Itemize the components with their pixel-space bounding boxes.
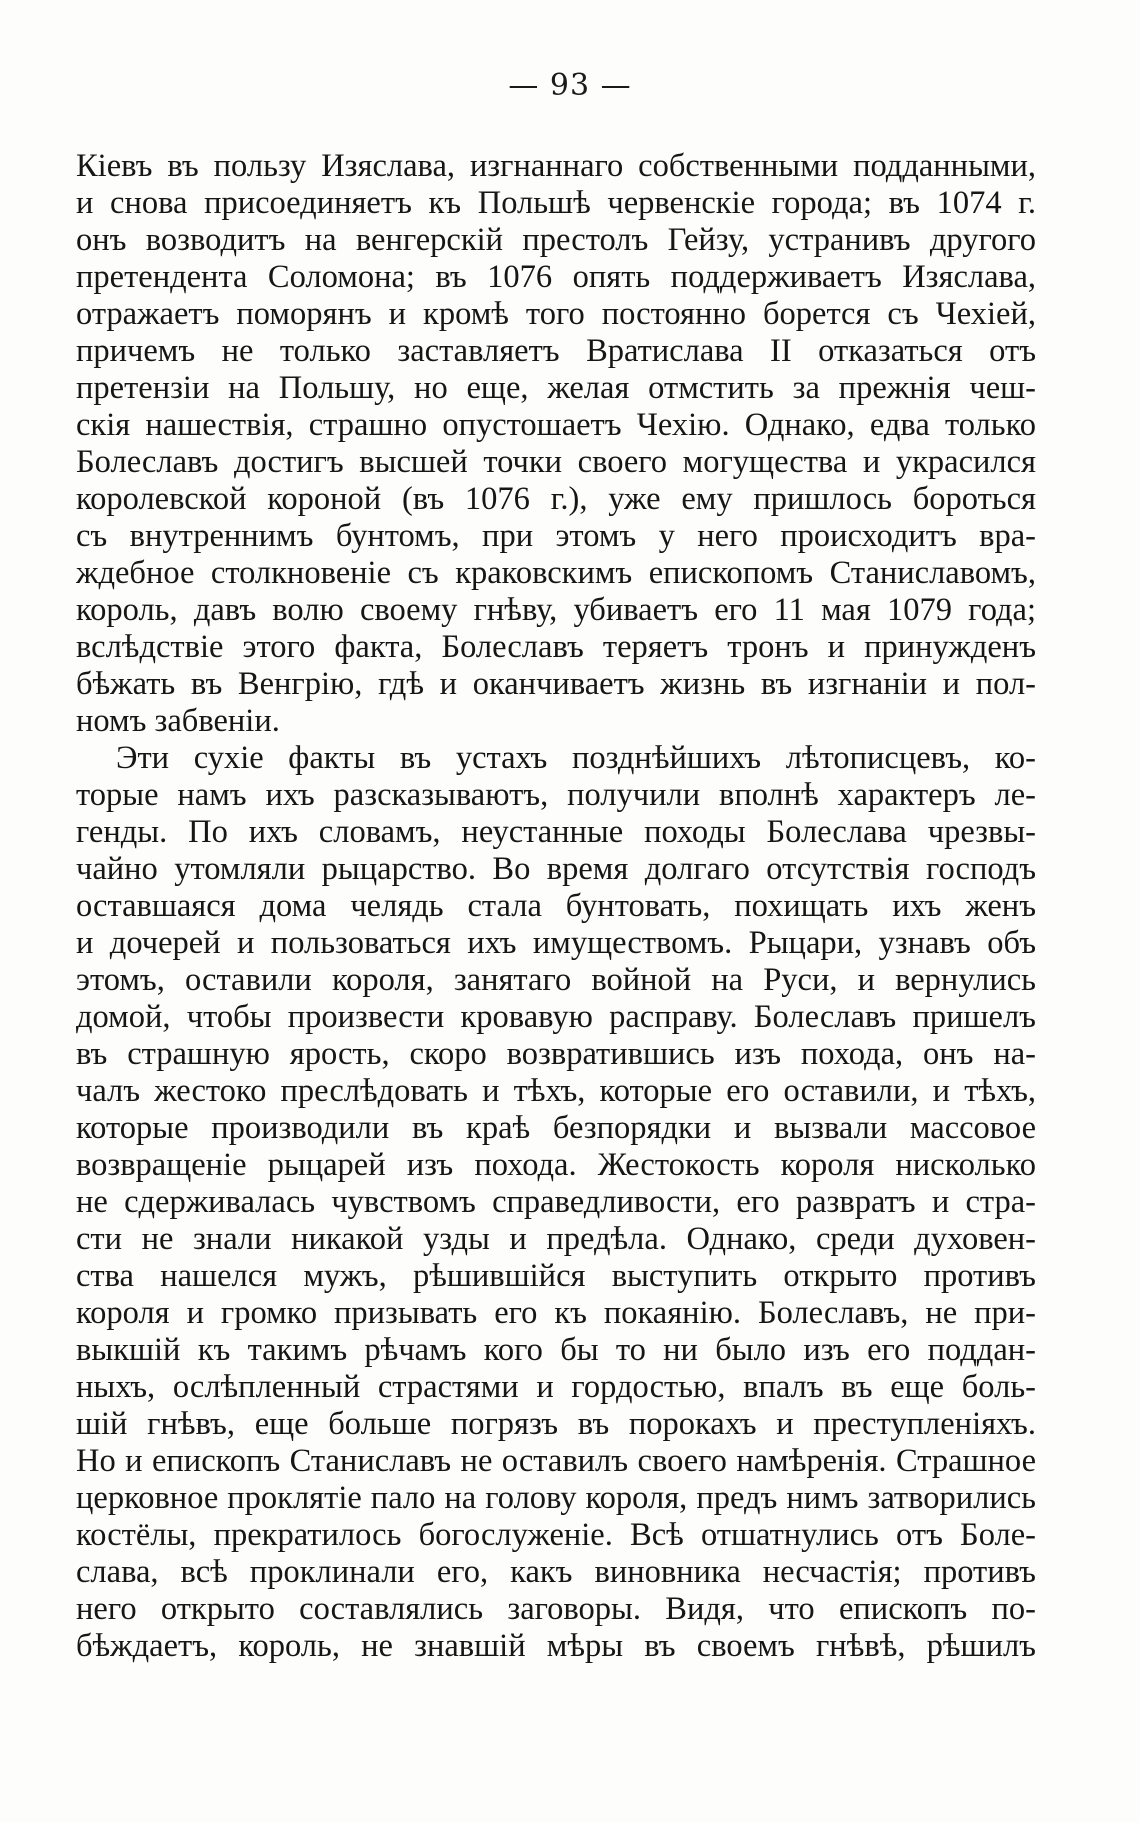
- text-line: церковное проклятіе пало на голову короля, предъ нимъ затворились: [76, 1480, 1036, 1516]
- text-line: и дочерей и пользоваться ихъ имуществомъ. Рыцари, узнавъ объ: [76, 925, 1036, 961]
- text-line: слава, всѣ проклинали его, какъ виновника несчастія; противъ: [76, 1554, 1036, 1590]
- text-line: отражаетъ поморянъ и кромѣ того постоянно борется съ Чехіей,: [76, 296, 1036, 332]
- text-line: претензіи на Польшу, но еще, желая отмстить за прежнія чеш-: [76, 370, 1036, 406]
- text-line: съ внутреннимъ бунтомъ, при этомъ у него происходитъ вра-: [76, 518, 1036, 554]
- paragraph-2: [76, 740, 1036, 1665]
- text-line: Болеславъ достигъ высшей точки своего могущества и украсился: [76, 444, 1036, 480]
- text-line: ныхъ, ослѣпленный страстями и гордостью, впалъ въ еще боль-: [76, 1369, 1036, 1405]
- text-line: короля и громко призывать его къ покаянію. Болеславъ, не при-: [76, 1295, 1036, 1331]
- text-line: номъ забвеніи.: [76, 703, 280, 739]
- text-line: Эти сухіе факты въ устахъ позднѣйшихъ лѣтописцевъ, ко-: [116, 740, 1036, 776]
- text-line: домой, чтобы произвести кровавую расправу. Болеславъ пришелъ: [76, 999, 1036, 1035]
- text-line: въ страшную ярость, скоро возвратившись изъ похода, онъ на-: [76, 1036, 1036, 1072]
- text-line: возвращеніе рыцарей изъ похода. Жестокость короля нисколько: [76, 1147, 1036, 1183]
- text-line: костёлы, прекратилось богослуженіе. Всѣ отшатнулись отъ Боле-: [76, 1517, 1036, 1553]
- text-line: торые намъ ихъ разсказываютъ, получили вполнѣ характеръ ле-: [76, 777, 1036, 813]
- text-line: чалъ жестоко преслѣдовать и тѣхъ, которые его оставили, и тѣхъ,: [76, 1073, 1036, 1109]
- text-line: ства нашелся мужъ, рѣшившійся выступить открыто противъ: [76, 1258, 1036, 1294]
- text-line: король, давъ волю своему гнѣву, убиваетъ его 11 мая 1079 года;: [76, 592, 1036, 628]
- text-line: него открыто составлялись заговоры. Видя, что епископъ по-: [76, 1591, 1036, 1627]
- text-line: Кіевъ въ пользу Изяслава, изгнаннаго собственными подданными,: [76, 148, 1036, 184]
- paragraph-1: [76, 148, 1036, 740]
- text-line: не сдерживалась чувствомъ справедливости, его развратъ и стра-: [76, 1184, 1036, 1220]
- text-line: чайно утомляли рыцарство. Во время долгаго отсутствія господъ: [76, 851, 1036, 887]
- text-line: и снова присоединяетъ къ Польшѣ червенскіе города; въ 1074 г.: [76, 185, 1036, 221]
- text-line: бѣжать въ Венгрію, гдѣ и оканчиваетъ жизнь въ изгнаніи и пол-: [76, 666, 1036, 702]
- text-line: бѣждаетъ, король, не знавшій мѣры въ своемъ гнѣвѣ, рѣшилъ: [76, 1628, 1036, 1664]
- text-line: шій гнѣвъ, еще больше погрязъ въ порокахъ и преступленіяхъ.: [76, 1406, 1036, 1442]
- text-line: причемъ не только заставляетъ Вратислава II отказаться отъ: [76, 333, 1036, 369]
- text-line: сти не знали никакой узды и предѣла. Однако, среди духовен-: [76, 1221, 1036, 1257]
- page-number: — 93 —: [508, 68, 632, 103]
- text-line: ждебное столкновеніе съ краковскимъ епископомъ Станиславомъ,: [76, 555, 1036, 591]
- text-line: выкшій къ такимъ рѣчамъ кого бы то ни было изъ его поддан-: [76, 1332, 1036, 1368]
- text-line: генды. По ихъ словамъ, неустанные походы Болеслава чрезвы-: [76, 814, 1036, 850]
- text-line: этомъ, оставили короля, занятаго войной на Руси, и вернулись: [76, 962, 1036, 998]
- text-line: скія нашествія, страшно опустошаетъ Чехію. Однако, едва только: [76, 407, 1036, 443]
- text-line: Но и епископъ Станиславъ не оставилъ своего намѣренія. Страшное: [76, 1443, 1036, 1479]
- text-line: онъ возводитъ на венгерскій престолъ Гейзу, устранивъ другого: [76, 222, 1036, 258]
- text-line: которые производили въ краѣ безпорядки и вызвали массовое: [76, 1110, 1036, 1146]
- text-line: вслѣдствіе этого факта, Болеславъ теряетъ тронъ и принужденъ: [76, 629, 1036, 665]
- text-line: оставшаяся дома челядь стала бунтовать, похищать ихъ женъ: [76, 888, 1036, 924]
- text-line: претендента Соломона; въ 1076 опять поддерживаетъ Изяслава,: [76, 259, 1036, 295]
- text-line: королевской короной (въ 1076 г.), уже ему пришлось бороться: [76, 481, 1036, 517]
